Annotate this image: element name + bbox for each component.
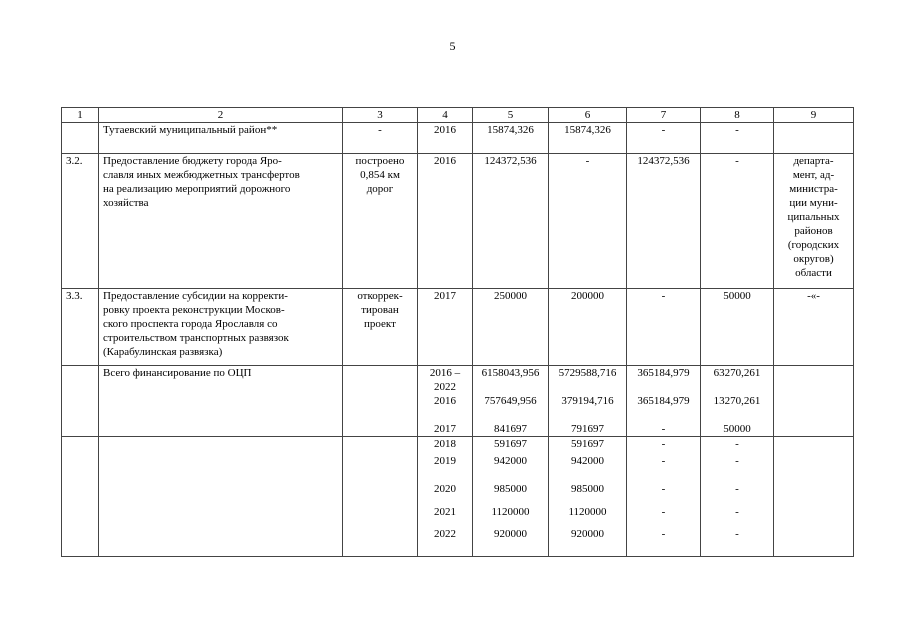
year-line: 2022 bbox=[434, 528, 456, 540]
regional-cell: 200000 bbox=[549, 289, 627, 366]
total-cell: 250000 bbox=[473, 289, 549, 366]
executor-cell: -«- bbox=[774, 289, 854, 366]
executor-cell bbox=[774, 123, 854, 154]
executor-line: области bbox=[795, 267, 832, 279]
value-line: 841697 bbox=[494, 423, 527, 435]
measure-name-line: Предоставление субсидии на корректи- bbox=[103, 290, 288, 302]
table-row-years bbox=[62, 437, 854, 557]
value-line bbox=[477, 380, 544, 394]
header-cell: 4 bbox=[418, 108, 473, 123]
measure-name-line: хозяйства bbox=[103, 197, 149, 209]
value-line bbox=[477, 408, 544, 422]
result-line: 0,854 км bbox=[360, 169, 400, 181]
result-line: построено bbox=[355, 155, 405, 167]
year-line: 2019 bbox=[434, 455, 456, 467]
value-line bbox=[631, 408, 696, 422]
table-row-tutaev bbox=[62, 123, 854, 154]
measure-name: Тутаевский муниципальный район** bbox=[99, 123, 343, 154]
table-row-3-2 bbox=[62, 154, 854, 289]
executor-cell bbox=[774, 437, 854, 557]
measure-name bbox=[99, 289, 343, 366]
row-number bbox=[62, 366, 99, 437]
value-line: - bbox=[661, 423, 666, 435]
value-line: - bbox=[735, 455, 739, 467]
year-line: 2016 bbox=[434, 395, 456, 407]
result-line: проект bbox=[364, 318, 396, 330]
year-cell bbox=[418, 437, 473, 557]
value-line: 1120000 bbox=[568, 506, 607, 518]
result-cell: - bbox=[343, 123, 418, 154]
value-line: 985000 bbox=[571, 483, 604, 495]
year-cell: 2017 bbox=[418, 289, 473, 366]
federal-cell bbox=[627, 437, 701, 557]
federal-cell: - bbox=[627, 123, 701, 154]
federal-cell: 124372,536 bbox=[627, 154, 701, 289]
total-cell bbox=[473, 366, 549, 437]
year-line: 2018 bbox=[434, 438, 456, 450]
executor-line: министра- bbox=[789, 183, 838, 195]
header-cell: 9 bbox=[774, 108, 854, 123]
value-line: 985000 bbox=[494, 483, 527, 495]
value-line bbox=[705, 408, 769, 422]
header-cell: 7 bbox=[627, 108, 701, 123]
regional-cell bbox=[549, 366, 627, 437]
value-line: - bbox=[661, 455, 666, 467]
row-number: 3.2. bbox=[62, 154, 99, 289]
executor-line: округов) bbox=[793, 253, 834, 265]
header-cell: 3 bbox=[343, 108, 418, 123]
value-line: 757649,956 bbox=[484, 395, 537, 407]
measure-name-line: ского проспекта города Ярославля со bbox=[103, 318, 278, 330]
value-line: 942000 bbox=[571, 455, 604, 467]
row-number: 3.3. bbox=[62, 289, 99, 366]
measure-name bbox=[99, 437, 343, 557]
year-cell: 2016 bbox=[418, 123, 473, 154]
year-line: 2016 – bbox=[429, 367, 461, 379]
other-cell: - bbox=[701, 123, 774, 154]
value-line: 942000 bbox=[494, 455, 527, 467]
header-cell: 1 bbox=[62, 108, 99, 123]
result-cell bbox=[343, 437, 418, 557]
header-cell: 5 bbox=[473, 108, 549, 123]
executor-line: мент, ад- bbox=[792, 169, 835, 181]
result-cell bbox=[343, 366, 418, 437]
row-number bbox=[62, 437, 99, 557]
value-line: - bbox=[661, 483, 666, 495]
header-cell: 6 bbox=[549, 108, 627, 123]
value-line bbox=[705, 380, 769, 394]
executor-line: районов bbox=[794, 225, 833, 237]
value-line: 5729588,716 bbox=[558, 367, 617, 379]
value-line: 1120000 bbox=[491, 506, 530, 518]
executor-line: (городских bbox=[787, 239, 840, 251]
value-line: - bbox=[735, 483, 739, 495]
table-row-total bbox=[62, 366, 854, 437]
year-line bbox=[422, 408, 468, 422]
total-cell: 15874,326 bbox=[473, 123, 549, 154]
other-cell bbox=[701, 366, 774, 437]
executor-line: ципальных bbox=[787, 211, 840, 223]
year-line: 2017 bbox=[434, 423, 456, 435]
value-line bbox=[553, 380, 622, 394]
value-line: - bbox=[661, 528, 666, 540]
value-line: 591697 bbox=[571, 438, 604, 450]
page-number: 5 bbox=[449, 39, 456, 53]
measure-name-line: строительством транспортных развязок bbox=[103, 332, 289, 344]
value-line: 920000 bbox=[571, 528, 604, 540]
value-line: 365184,979 bbox=[637, 367, 690, 379]
value-line: 791697 bbox=[571, 423, 604, 435]
result-line: тирован bbox=[361, 304, 399, 316]
financing-table bbox=[61, 107, 854, 557]
year-line: 2022 bbox=[434, 381, 456, 393]
result-cell bbox=[343, 289, 418, 366]
header-row bbox=[62, 108, 854, 123]
executor-cell bbox=[774, 366, 854, 437]
result-cell bbox=[343, 154, 418, 289]
executor-line: департа- bbox=[793, 155, 834, 167]
other-cell: 50000 bbox=[701, 289, 774, 366]
value-line: - bbox=[661, 506, 666, 518]
value-line: 591697 bbox=[494, 438, 527, 450]
executor-cell bbox=[774, 154, 854, 289]
value-line bbox=[631, 380, 696, 394]
federal-cell: - bbox=[627, 289, 701, 366]
other-cell: - bbox=[701, 154, 774, 289]
total-cell: 124372,536 bbox=[473, 154, 549, 289]
result-line: дорог bbox=[366, 183, 394, 195]
other-cell bbox=[701, 437, 774, 557]
value-line: - bbox=[661, 438, 666, 450]
value-line: 379194,716 bbox=[561, 395, 614, 407]
row-number bbox=[62, 123, 99, 154]
measure-name-line: на реализацию мероприятий дорожного bbox=[103, 183, 291, 195]
value-line: 50000 bbox=[723, 423, 751, 435]
value-line: - bbox=[735, 438, 739, 450]
result-line: откоррек- bbox=[357, 290, 403, 302]
value-line: 920000 bbox=[494, 528, 527, 540]
regional-cell: - bbox=[549, 154, 627, 289]
measure-name-line: (Карабулинская развязка) bbox=[103, 346, 223, 358]
value-line: 13270,261 bbox=[713, 395, 761, 407]
value-line: - bbox=[735, 506, 739, 518]
value-line: 63270,261 bbox=[713, 367, 761, 379]
measure-name: Всего финансирование по ОЦП bbox=[99, 366, 343, 437]
measure-name-line: славля иных межбюджетных трансфертов bbox=[103, 169, 300, 181]
header-cell: 8 bbox=[701, 108, 774, 123]
regional-cell bbox=[549, 437, 627, 557]
measure-name-line: Предоставление бюджету города Яро- bbox=[103, 155, 282, 167]
executor-line: ции муни- bbox=[789, 197, 838, 209]
measure-name-line: ровку проекта реконструкции Москов- bbox=[103, 304, 285, 316]
value-line: 6158043,956 bbox=[481, 367, 540, 379]
header-cell: 2 bbox=[99, 108, 343, 123]
value-line bbox=[553, 408, 622, 422]
total-cell bbox=[473, 437, 549, 557]
federal-cell bbox=[627, 366, 701, 437]
year-cell: 2016 bbox=[418, 154, 473, 289]
value-line: - bbox=[735, 528, 739, 540]
regional-cell: 15874,326 bbox=[549, 123, 627, 154]
year-cell bbox=[418, 366, 473, 437]
value-line: 365184,979 bbox=[637, 395, 690, 407]
measure-name bbox=[99, 154, 343, 289]
year-line: 2020 bbox=[434, 483, 456, 495]
year-line: 2021 bbox=[434, 506, 456, 518]
table-row-3-3 bbox=[62, 289, 854, 366]
